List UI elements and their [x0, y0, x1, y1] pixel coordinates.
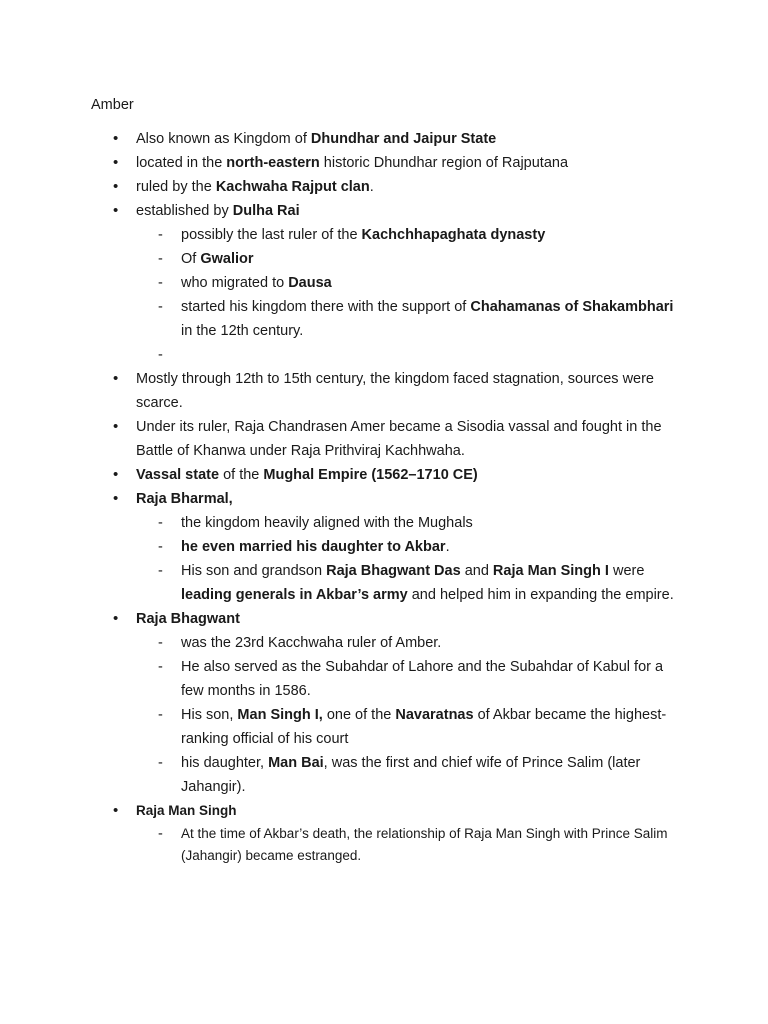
text-run: and	[460, 563, 493, 579]
bold-text: Raja Man Singh	[136, 803, 237, 818]
bullet-item	[0, 175, 676, 199]
text-run: , was the first and chief wife of Prince Salim (later Jahangir).	[181, 755, 641, 795]
dash-list	[0, 223, 676, 367]
bullet-item	[0, 607, 676, 799]
item-text	[136, 607, 676, 631]
dash-item	[0, 703, 676, 751]
dash-list	[0, 511, 676, 607]
bold-text: Gwalior	[200, 251, 254, 267]
text-run: the kingdom heavily aligned with the Mughals	[181, 515, 473, 531]
dash-item	[0, 655, 676, 703]
item-text	[136, 799, 676, 823]
bold-text: Chahamanas of Shakambhari	[470, 299, 674, 315]
item-text	[181, 247, 676, 271]
text-run: were	[608, 563, 645, 579]
item-text	[136, 487, 676, 511]
bullet-item	[0, 463, 676, 487]
item-text	[136, 127, 676, 151]
text-run: started his kingdom there with the support of	[181, 299, 471, 315]
bold-text: Navaratnas	[395, 707, 474, 723]
bullet-item	[0, 487, 676, 607]
item-text	[136, 199, 676, 223]
bullet-list	[0, 127, 768, 867]
item-text	[181, 535, 676, 559]
dash-item	[0, 223, 676, 247]
text-run: Of	[181, 251, 201, 267]
text-run: established by	[136, 203, 233, 219]
dash-item	[0, 559, 676, 607]
text-run: Also known as Kingdom of	[136, 131, 311, 147]
item-text	[136, 151, 676, 175]
text-run: of the	[219, 467, 264, 483]
dash-item	[0, 631, 676, 655]
dash-item	[0, 511, 676, 535]
item-text	[181, 559, 676, 607]
bold-text: leading generals in Akbar’s army	[181, 587, 408, 603]
bullet-item	[0, 151, 676, 175]
bullet-item	[0, 367, 676, 415]
item-text	[136, 415, 676, 463]
dash-item	[0, 823, 676, 867]
text-run: ruled by the	[136, 179, 216, 195]
text-run: His son and grandson	[181, 563, 327, 579]
bold-text: Kachchhapaghata dynasty	[361, 227, 546, 243]
item-text	[136, 463, 676, 487]
text-run: one of the	[322, 707, 396, 723]
item-text	[181, 295, 676, 343]
document-title: Amber	[91, 97, 134, 113]
item-text	[181, 631, 676, 655]
item-text	[136, 175, 676, 199]
item-text	[181, 271, 676, 295]
text-run: was the 23rd Kacchwaha ruler of Amber.	[181, 635, 442, 651]
text-run: who migrated to	[181, 275, 289, 291]
text-run: historic Dhundhar region of Rajputana	[319, 155, 569, 171]
dash-item	[0, 535, 676, 559]
dash-item	[0, 247, 676, 271]
bold-text: Mughal Empire (1562–1710 CE)	[263, 467, 478, 483]
dash-list	[0, 823, 676, 867]
bullet-item	[0, 415, 676, 463]
document-body	[0, 127, 768, 867]
item-text	[181, 655, 676, 703]
dash-item	[0, 751, 676, 799]
text-run: He also served as the Subahdar of Lahore and the Subahdar of Kabul for a few months in 1586.	[181, 659, 664, 699]
bold-text: Kachwaha Rajput clan	[215, 179, 370, 195]
bullet-item	[0, 199, 676, 367]
item-text	[181, 223, 676, 247]
text-run: Under its ruler, Raja Chandrasen Amer became a Sisodia vassal and fought in the Battle of Khanwa under Raja Prithviraj Kachhwaha.	[136, 419, 662, 459]
dash-list	[0, 631, 676, 799]
text-run: possibly the last ruler of the	[181, 227, 362, 243]
bold-text: Dausa	[288, 275, 332, 291]
item-text	[181, 511, 676, 535]
item-text	[136, 367, 676, 415]
text-run: of Akbar became the highest-ranking official of his court	[181, 707, 667, 747]
text-run: .	[369, 179, 374, 195]
bold-text: Man Bai	[268, 755, 324, 771]
bullet-item	[0, 799, 676, 867]
item-text	[181, 751, 676, 799]
bold-text: Dhundhar and Jaipur State	[310, 131, 497, 147]
bold-text: he even married his daughter to Akbar	[181, 539, 446, 555]
text-run: .	[445, 539, 450, 555]
text-run: located in the	[136, 155, 227, 171]
bold-text: Raja Man Singh I	[492, 563, 609, 579]
text-run: his daughter,	[181, 755, 269, 771]
item-text	[181, 703, 676, 751]
dash-item	[0, 295, 676, 343]
text-run: Mostly through 12th to 15th century, the kingdom faced stagnation, sources were scarce.	[136, 371, 654, 411]
bold-text: Raja Bhagwant Das	[326, 563, 461, 579]
bold-text: north-eastern	[226, 155, 320, 171]
dash-item	[0, 271, 676, 295]
text-run: and helped him in expanding the empire.	[407, 587, 674, 603]
bold-text: Raja Bhagwant	[136, 611, 240, 627]
bold-text: Man Singh I,	[237, 707, 323, 723]
text-run: in the 12th century.	[181, 323, 304, 339]
text-run: His son,	[181, 707, 238, 723]
text-run: At the time of Akbar’s death, the relationship of Raja Man Singh with Prince Salim (Jahangir) became estranged.	[181, 826, 668, 863]
bold-text: Raja Bharmal,	[136, 491, 233, 507]
bold-text: Vassal state	[136, 467, 220, 483]
bullet-item	[0, 127, 676, 151]
dash-item	[0, 343, 676, 367]
item-text	[181, 823, 676, 867]
bold-text: Dulha Rai	[232, 203, 300, 219]
